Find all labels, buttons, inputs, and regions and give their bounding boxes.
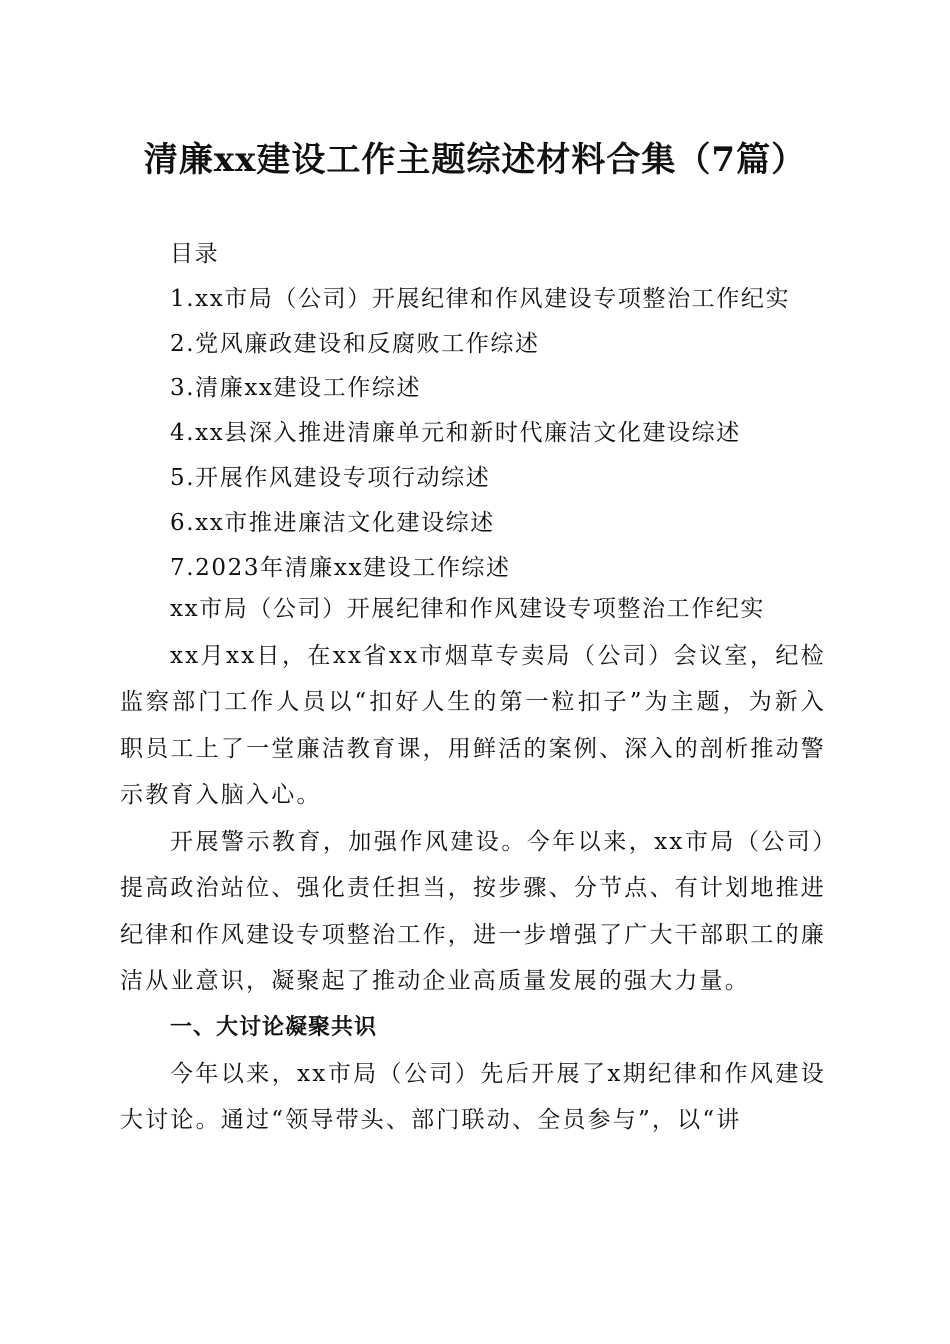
article-body bbox=[120, 586, 826, 1144]
toc-item: 3.清廉xx建设工作综述 bbox=[170, 375, 422, 402]
toc-item: 1.xx市局（公司）开展纪律和作风建设专项整治工作纪实 bbox=[170, 285, 791, 312]
article-paragraph: xx月xx日，在xx省xx市烟草专卖局（公司）会议室，纪检监察部门工作人员以“扣好人生的第一粒扣子”为主题，为新入职员工上了一堂廉洁教育课，用鲜活的案例、深入的剖析推动警示教育入脑入心。 bbox=[120, 642, 826, 808]
article-paragraph: 开展警示教育，加强作风建设。今年以来，xx市局（公司）提高政治站位、强化责任担当，按步骤、分节点、有计划地推进纪律和作风建设专项整治工作，进一步增强了广大干部职工的廉洁从业意识，凝聚起了推动企业高质量发展的强大力量。 bbox=[120, 828, 826, 994]
toc-heading: 目录 bbox=[170, 241, 220, 267]
section-heading: 一、大讨论凝聚共识 bbox=[170, 1014, 378, 1040]
toc-item: 2.党风廉政建设和反腐败工作综述 bbox=[170, 330, 540, 357]
toc-item: 6.xx市推进廉洁文化建设综述 bbox=[170, 509, 495, 536]
toc-item: 7.2023年清廉xx建设工作综述 bbox=[170, 554, 511, 581]
toc-item: 5.开展作风建设专项行动综述 bbox=[170, 464, 491, 491]
section-paragraph: 今年以来，xx市局（公司）先后开展了x期纪律和作风建设大讨论。通过“领导带头、部门联动、全员参与”，以“讲 bbox=[120, 1060, 826, 1133]
table-of-contents bbox=[170, 232, 870, 590]
toc-item: 4.xx县深入推进清廉单元和新时代廉洁文化建设综述 bbox=[170, 420, 741, 447]
article-title: xx市局（公司）开展纪律和作风建设专项整治工作纪实 bbox=[170, 596, 765, 622]
document-title: 清廉xx建设工作主题综述材料合集（7篇） bbox=[143, 140, 807, 180]
